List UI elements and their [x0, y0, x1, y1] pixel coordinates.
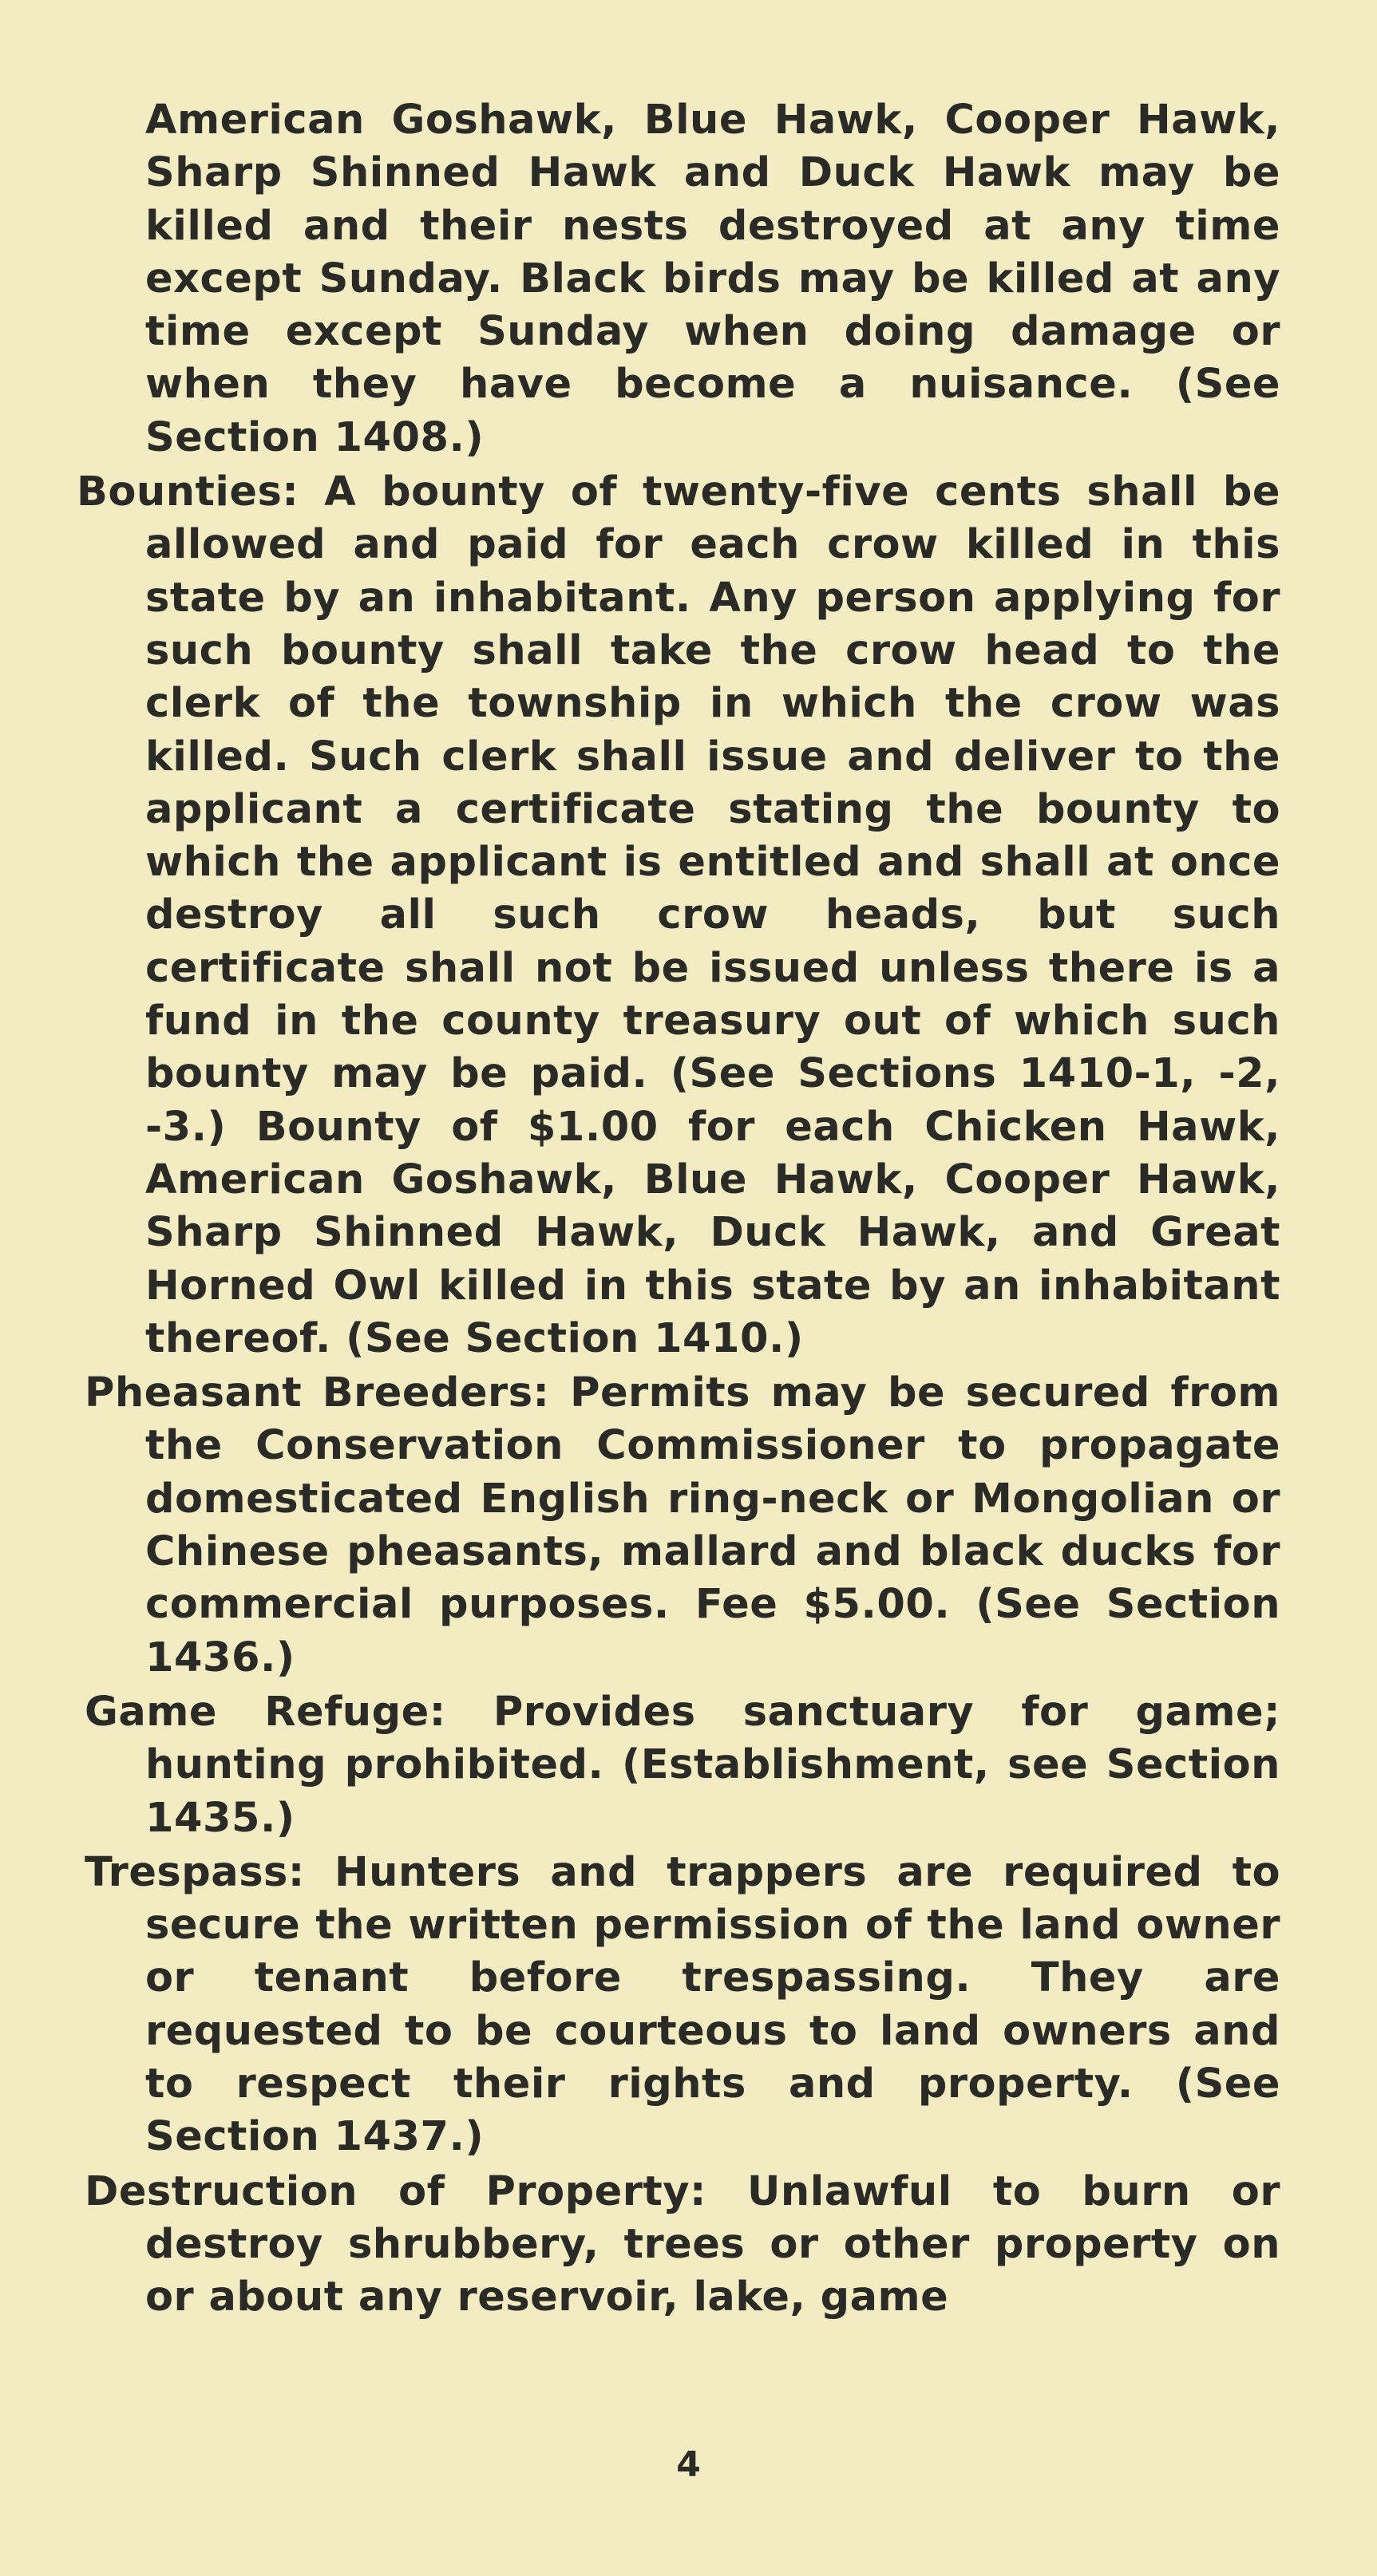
- paragraph-destruction-of-property: [77, 2166, 1280, 2325]
- paragraph-hawks: [77, 94, 1280, 464]
- paragraph-text: Permits may be secured from the Conservation Commissioner to propagate domesticated English ring-neck or Mongolian or Chinese pheasants, mallard and black ducks for commercial purposes. Fee $5.00. (See Section 1436.): [145, 1369, 1281, 1681]
- paragraph-game-refuge: [77, 1686, 1280, 1845]
- paragraph-text: Provides sanctuary for game; hunting prohibited. (Establishment, see Section 1435.): [145, 1688, 1280, 1842]
- paragraph-heading: Trespass:: [85, 1848, 305, 1896]
- body-text: [77, 94, 1280, 2325]
- paragraph-heading: Bounties:: [77, 468, 299, 516]
- paragraph-heading: Pheasant Breeders:: [85, 1369, 550, 1417]
- paragraph-trespass: [77, 1847, 1280, 2164]
- paragraph-pheasant-breeders: [77, 1367, 1280, 1685]
- paragraph-bounties: [77, 466, 1280, 1365]
- paragraph-text: Hunters and trappers are required to secure the written permission of the land owner or tenant before trespassing. They are requested to be courteous to land owners and to respect their rights and property. (See Section 1437.): [145, 1848, 1280, 2161]
- paragraph-text: A bounty of twenty-five cents shall be allowed and paid for each crow killed in this state by an inhabitant. Any person applying for such bounty shall take the crow head to the clerk of the township in which the crow was killed. Such clerk shall issue and deliver to the applicant a certificate stating the bounty to which the applicant is entitled and shall at once destroy all such crow heads, but such certificate shall not be issued unless there is a fund in the county treasury out of which such bounty may be paid. (See Sections 1410-1, -2, -3.) Bounty of $1.00 for each Chicken Hawk, American Goshawk, Blue Hawk, Cooper Hawk, Sharp Shinned Hawk, Duck Hawk, and Great Horned Owl killed in this state by an inhabitant thereof. (See Section 1410.): [145, 468, 1280, 1362]
- paragraph-heading: Game Refuge:: [85, 1688, 446, 1736]
- paragraph-text: American Goshawk, Blue Hawk, Cooper Hawk, Sharp Shinned Hawk and Duck Hawk may be killed and their nests destroyed at any time except Sunday. Black birds may be killed at any time except Sunday when doing damage or when they have become a nuisance. (See Section 1408.): [145, 97, 1280, 461]
- page-number: 4: [676, 2444, 701, 2485]
- paragraph-text: Unlawful to burn or destroy shrubbery, trees or other property on or about any reservoir, lake, game: [145, 2167, 1280, 2321]
- paragraph-heading: Destruction of Property:: [85, 2167, 706, 2215]
